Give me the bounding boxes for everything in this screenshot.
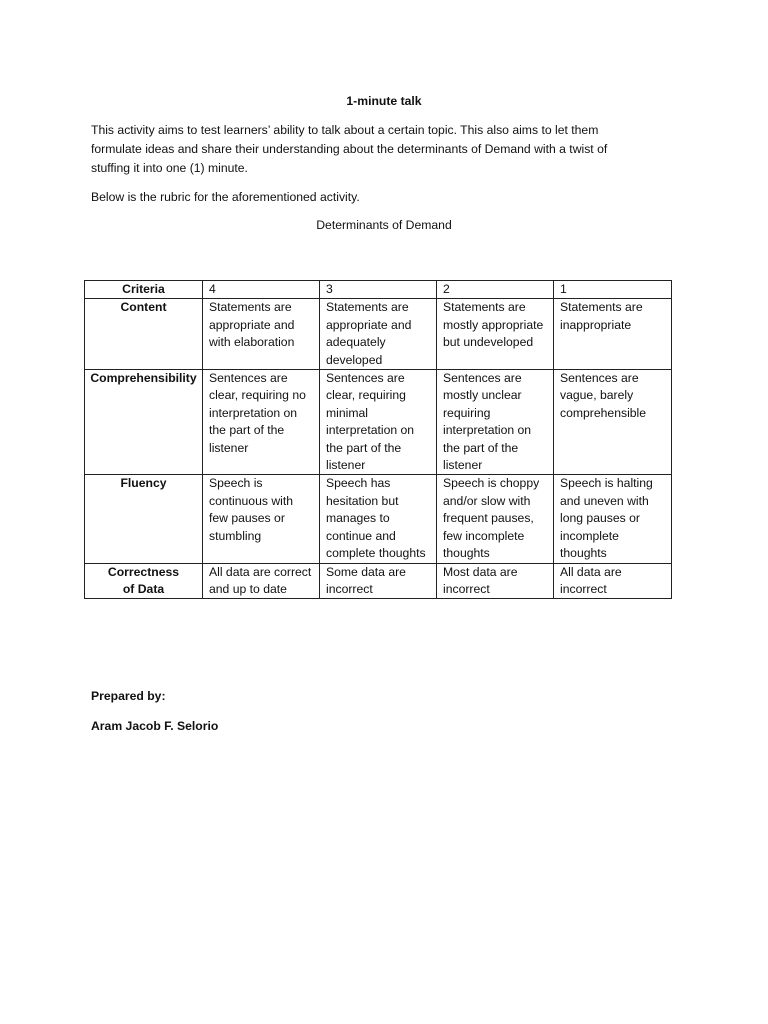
criterion-cell: Correctness of Data — [85, 563, 203, 599]
rubric-cell: Speech is continuous with few pauses or stumbling — [203, 475, 320, 563]
rubric-note: Below is the rubric for the aforementioned activity. — [91, 190, 360, 204]
rubric-cell: Sentences are mostly unclear requiring interpretation on the part of the listener — [437, 370, 554, 475]
rubric-cell: Statements are inappropriate — [554, 299, 672, 370]
rubric-cell: All data are incorrect — [554, 563, 672, 599]
rubric-cell: Statements are appropriate and with elaboration — [203, 299, 320, 370]
rubric-cell: Some data are incorrect — [320, 563, 437, 599]
header-score-4: 4 — [203, 281, 320, 299]
table-title: Determinants of Demand — [316, 218, 452, 232]
header-score-3: 3 — [320, 281, 437, 299]
criterion-cell: Fluency — [85, 475, 203, 563]
rubric-cell: Speech has hesitation but manages to continue and complete thoughts — [320, 475, 437, 563]
document-title: 1-minute talk — [346, 94, 422, 108]
table-row — [85, 563, 672, 599]
intro-line: This activity aims to test learners’ ability to talk about a certain topic. This also aims to let them — [91, 123, 599, 137]
rubric-cell: Sentences are vague, barely comprehensible — [554, 370, 672, 475]
rubric-cell: Sentences are clear, requiring no interpretation on the part of the listener — [203, 370, 320, 475]
intro-line: formulate ideas and share their understanding about the determinants of Demand with a twist of — [91, 142, 608, 156]
rubric-cell: Speech is halting and uneven with long pauses or incomplete thoughts — [554, 475, 672, 563]
table-row — [85, 370, 672, 475]
table-row — [85, 299, 672, 370]
criterion-cell: Content — [85, 299, 203, 370]
rubric-cell: Statements are mostly appropriate but undeveloped — [437, 299, 554, 370]
intro-paragraph — [91, 121, 691, 178]
rubric-cell: Statements are appropriate and adequately developed — [320, 299, 437, 370]
table-row — [85, 475, 672, 563]
rubric-table — [84, 280, 672, 599]
rubric-cell: Sentences are clear, requiring minimal interpretation on the part of the listener — [320, 370, 437, 475]
prepared-by-label: Prepared by: — [91, 689, 166, 703]
header-score-1: 1 — [554, 281, 672, 299]
header-criteria: Criteria — [85, 281, 203, 299]
criterion-cell: Comprehensibility — [85, 370, 203, 475]
rubric-cell: Speech is choppy and/or slow with frequent pauses, few incomplete thoughts — [437, 475, 554, 563]
header-score-2: 2 — [437, 281, 554, 299]
intro-line: stuffing it into one (1) minute. — [91, 161, 248, 175]
table-header-row — [85, 281, 672, 299]
rubric-cell: All data are correct and up to date — [203, 563, 320, 599]
rubric-cell: Most data are incorrect — [437, 563, 554, 599]
prepared-by-name: Aram Jacob F. Selorio — [91, 719, 219, 733]
